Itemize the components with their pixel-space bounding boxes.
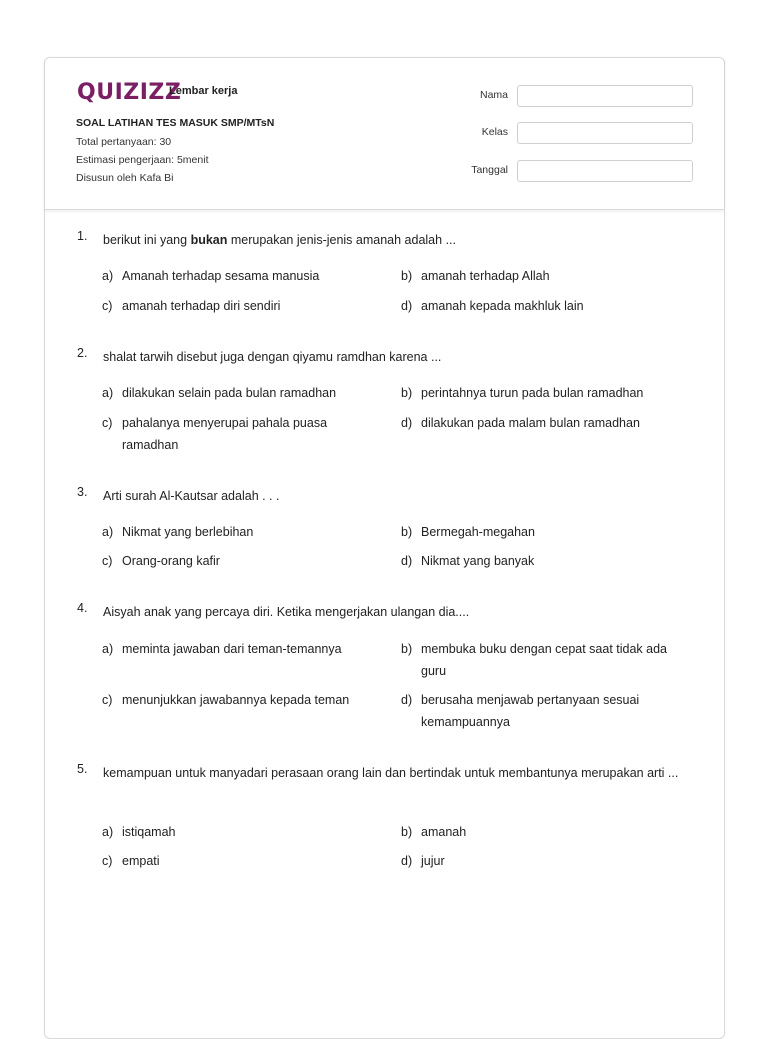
question-number: 1. [77, 229, 88, 243]
question-emphasis: bukan [190, 233, 228, 247]
worksheet-page: QUIZIZZ Lembar kerja SOAL LATIHAN TES MASUK SMP/MTsN Total pertanyaan: 30 Estimasi pengerjaan: 5menit Disusun oleh Kafa Bi Nama Kelas Tanggal 1. berikut ini yang bukan merupakan jenis-jenis amanah adalah ... a) Amanah terhadap sesama manusia b) amanah terhadap Allah c) amanah terhadap diri sendiri d) amanah kepada makhluk lain 2. shalat tarwih disebut juga dengan qiyamu ramdhan karena ... a) dilakukan selain pada bulan ramadhan b) perintahnya turun pada bulan ramadhan c) pahalanya menyerupai pahala puasa ramadhan d) dilakukan pada malam bulan ramadhan 3. Arti surah Al-Kautsar adalah . . . a) Nikmat yang berlebihan b) Bermegah-megahan c) Orang-orang kafir d) Nikmat yang banyak 4. Aisyah anak yang percaya diri. Ketika mengerjakan ulangan dia.... a) meminta jawaban dari teman-temannya b) membuka buku dengan cepat saat tidak ada guru c) menunjukkan jawabannya kepada teman d) berusaha menjawab pertanyaan sesuai kemampuannya 5. kemampuan untuk manyadari perasaan orang lain dan bertindak untuk membantunya merupakan arti ... a) istiqamah b) amanah c) empati d) jujur [44, 57, 725, 1039]
class-label: Kelas [481, 126, 508, 138]
question-text: shalat tarwih disebut juga dengan qiyamu ramdhan karena ... [103, 350, 442, 364]
estimated-time: Estimasi pengerjaan: 5menit [76, 154, 209, 166]
question-text: kemampuan untuk manyadari perasaan orang lain dan bertindak untuk membantunya merupakan arti ... [103, 766, 679, 780]
question-text: berikut ini yang bukan merupakan jenis-jenis amanah adalah ... [103, 233, 456, 247]
question-number: 5. [77, 762, 88, 776]
name-input[interactable] [517, 85, 693, 107]
worksheet-title: SOAL LATIHAN TES MASUK SMP/MTsN [76, 117, 275, 129]
worksheet-header [45, 58, 724, 210]
question-text: Arti surah Al-Kautsar adalah . . . [103, 489, 280, 503]
question-number: 4. [77, 601, 88, 615]
question-text: Aisyah anak yang percaya diri. Ketika mengerjakan ulangan dia.... [103, 605, 470, 619]
quizizz-logo: QUIZIZZ [77, 80, 182, 105]
author: Disusun oleh Kafa Bi [76, 172, 174, 184]
date-label: Tanggal [471, 164, 508, 176]
question-number: 3. [77, 485, 88, 499]
question-number: 2. [77, 346, 88, 360]
date-input[interactable] [517, 160, 693, 182]
worksheet-subtitle: Lembar kerja [169, 85, 238, 97]
name-label: Nama [479, 89, 508, 101]
total-questions: Total pertanyaan: 30 [76, 136, 172, 148]
class-input[interactable] [517, 122, 693, 144]
